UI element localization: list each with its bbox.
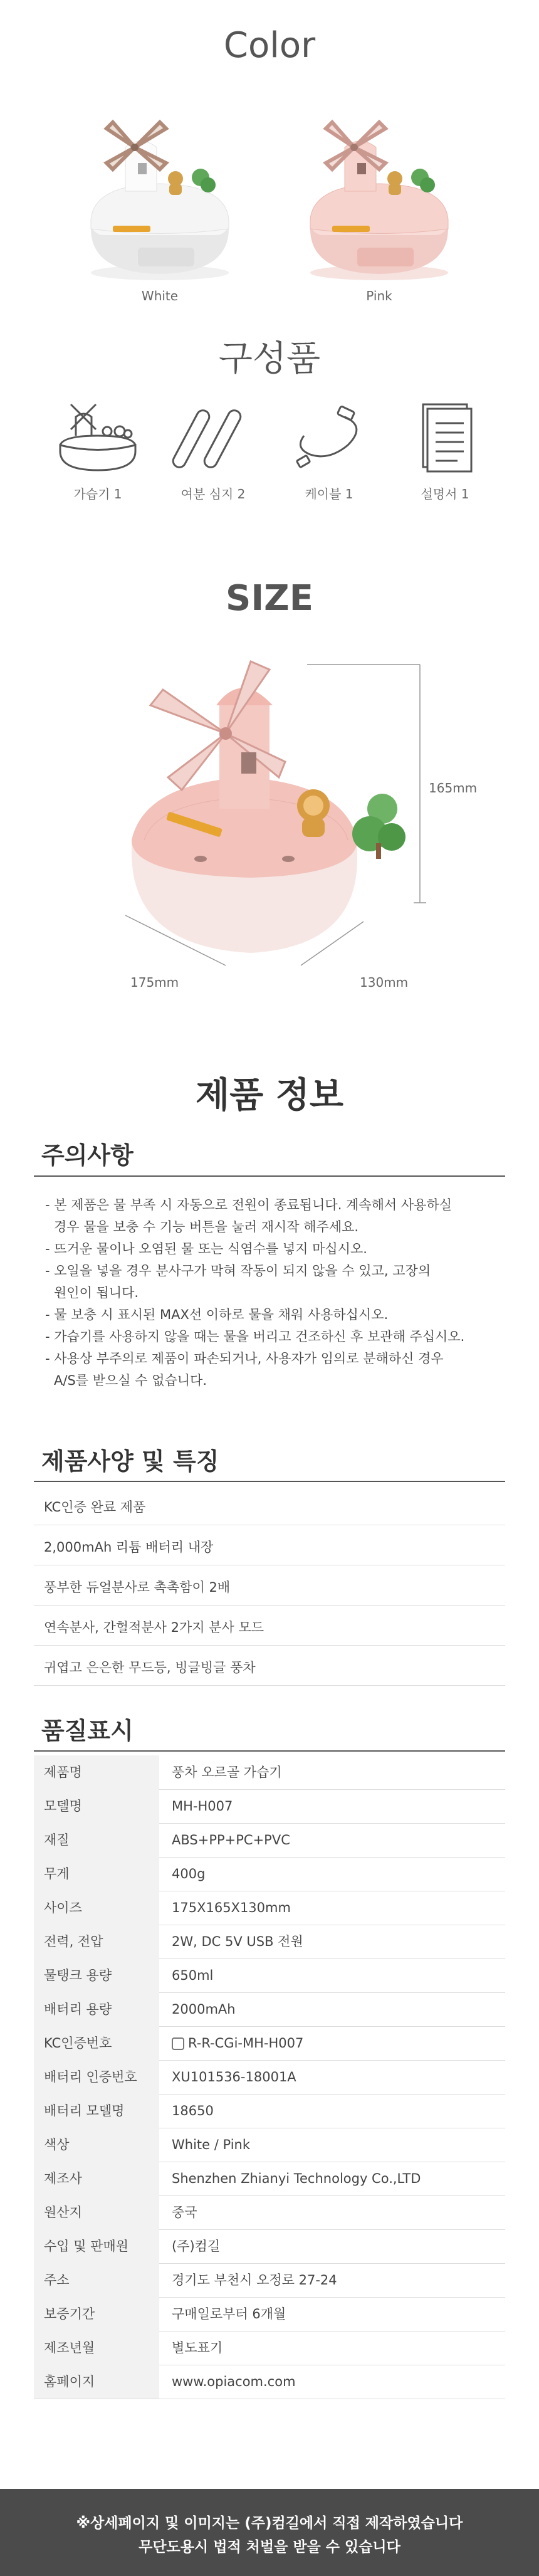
spec-value: 400g: [172, 1866, 206, 1881]
feature-row: [34, 1645, 505, 1686]
feature-text: 연속분사, 간헐적분사 2가지 분사 모드: [44, 1620, 264, 1635]
caution-line: - 물 보충 시 표시된 MAX선 이하로 물을 채워 사용하십시오.: [45, 1307, 389, 1322]
spec-key: 재질: [34, 1823, 159, 1857]
component-label-cable: 케이블 1: [305, 486, 353, 502]
spec-row: [34, 2297, 505, 2332]
component-label-humidifier: 가습기 1: [73, 486, 122, 502]
spec-row: [34, 1891, 505, 1925]
humidifier-icon: [54, 401, 142, 476]
feature-text: 2,000mAh 리튬 배터리 내장: [44, 1540, 214, 1555]
feature-row: [34, 1565, 505, 1606]
product-image-pink: [295, 103, 464, 285]
spec-value[interactable]: www.opiacom.com: [172, 2374, 296, 2389]
feature-row: [34, 1525, 505, 1565]
spec-value: White / Pink: [172, 2137, 250, 2152]
feature-text: 풍부한 듀얼분사로 촉촉함이 2배: [44, 1580, 231, 1595]
spec-value: 2000mAh: [172, 2002, 236, 2017]
spec-key: 배터리 용량: [34, 1992, 159, 2026]
caution-line: A/S를 받으실 수 없습니다.: [54, 1373, 207, 1388]
color-label-white: White: [141, 288, 179, 303]
cable-icon: [285, 401, 373, 476]
spec-key: 홈페이지: [34, 2365, 159, 2399]
spec-value: 중국: [172, 2205, 197, 2220]
spec-value: 650ml: [172, 1968, 214, 1983]
spec-key: KC인증번호: [34, 2026, 159, 2060]
footer-line-2: 무단도용시 법적 처벌을 받을 수 있습니다: [139, 2539, 400, 2555]
spec-value: 2W, DC 5V USB 전원: [172, 1934, 303, 1949]
size-section-title: SIZE: [225, 578, 314, 619]
caution-line: - 가습기를 사용하지 않을 때는 물을 버리고 건조하신 후 보관해 주십시오.: [45, 1329, 465, 1344]
spec-value: MH-H007: [172, 1799, 233, 1814]
feature-row: [34, 1605, 505, 1646]
caution-divider: [34, 1175, 505, 1177]
spec-row: [34, 2331, 505, 2365]
spec-value: 175X165X130mm: [172, 1900, 291, 1915]
product-info-title: 제품 정보: [196, 1075, 343, 1116]
size-width-label: 130mm: [360, 975, 409, 990]
spec-value: XU101536-18001A: [172, 2069, 296, 2084]
spec-key: 제품명: [34, 1755, 159, 1789]
spec-value: 구매일로부터 6개월: [172, 2306, 286, 2321]
spare-wick-icon: [169, 401, 257, 476]
spec-key: 원산지: [34, 2195, 159, 2229]
spec-key: 색상: [34, 2128, 159, 2162]
size-height-label: 165mm: [429, 781, 478, 796]
spec-key: 제조년월: [34, 2331, 159, 2365]
spec-row: [34, 2094, 505, 2128]
size-product-image: [107, 652, 458, 1003]
spec-key: 무게: [34, 1857, 159, 1891]
spec-key: 모델명: [34, 1789, 159, 1823]
components-section-title: 구성품: [218, 339, 321, 379]
spec-row: [34, 1789, 505, 1824]
spec-row: [34, 2060, 505, 2095]
spec-row: [34, 1755, 505, 1790]
component-label-manual: 설명서 1: [421, 486, 469, 502]
spec-key: 물탱크 용량: [34, 1958, 159, 1992]
spec-value: 풍차 오르골 가습기: [172, 1765, 282, 1780]
spec-value: 별도표기: [172, 2340, 223, 2355]
spec-value: [172, 2026, 303, 2060]
spec-key: 제조사: [34, 2162, 159, 2195]
spec-row: [34, 2365, 505, 2399]
feature-row: [34, 1485, 505, 1525]
caution-line: - 오일을 넣을 경우 분사구가 막혀 작동이 되지 않을 수 있고, 고장의: [45, 1263, 431, 1278]
caution-list: [45, 1194, 503, 1392]
spec-row: [34, 1992, 505, 2027]
feature-text: 귀엽고 은은한 무드등, 빙글빙글 풍차: [44, 1660, 256, 1675]
spec-key: 배터리 모델명: [34, 2094, 159, 2128]
spec-key: 전력, 전압: [34, 1925, 159, 1958]
spec-value: Shenzhen Zhianyi Technology Co.,LTD: [172, 2171, 421, 2186]
features-title: 제품사양 및 특징: [41, 1448, 219, 1475]
caution-line: 원인이 됩니다.: [54, 1285, 139, 1300]
spec-value: (주)컴길: [172, 2239, 221, 2254]
spec-key: 보증기간: [34, 2297, 159, 2331]
spec-key: 사이즈: [34, 1891, 159, 1925]
spec-key: 배터리 인증번호: [34, 2060, 159, 2094]
spec-row: [34, 2162, 505, 2196]
spec-value: 경기도 부천시 오정로 27-24: [172, 2273, 337, 2288]
spec-row: [34, 2026, 505, 2061]
spec-row: [34, 1925, 505, 1959]
manual-icon: [401, 401, 489, 476]
quality-divider: [34, 1750, 505, 1752]
spec-value: ABS+PP+PC+PVC: [172, 1832, 290, 1848]
spec-row: [34, 2128, 505, 2162]
features-divider: [34, 1481, 505, 1482]
feature-text: KC인증 완료 제품: [44, 1500, 146, 1515]
spec-row: [34, 1857, 505, 1891]
caution-line: - 사용상 부주의로 제품이 파손되거나, 사용자가 임의로 분해하신 경우: [45, 1351, 444, 1366]
spec-row: [34, 1958, 505, 1993]
kc-mark-icon: [172, 2037, 184, 2050]
spec-value: 18650: [172, 2103, 214, 2118]
caution-line: - 뜨거운 물이나 오염된 물 또는 식염수를 넣지 마십시오.: [45, 1241, 367, 1256]
footer-line-1: ※상세페이지 및 이미지는 (주)컴길에서 직접 제작하였습니다: [76, 2515, 463, 2531]
spec-row: [34, 2229, 505, 2264]
copyright-footer: [0, 2489, 539, 2576]
caution-title: 주의사항: [41, 1142, 133, 1169]
caution-line: 경우 물을 보충 수 기능 버튼을 눌러 재시작 해주세요.: [54, 1219, 359, 1234]
product-image-white: [75, 103, 244, 285]
spec-row: [34, 2195, 505, 2230]
size-depth-label: 175mm: [130, 975, 179, 990]
spec-key: 주소: [34, 2263, 159, 2297]
quality-title: 품질표시: [41, 1717, 133, 1745]
component-label-spare-wick: 여분 심지 2: [181, 486, 246, 502]
spec-row: [34, 1823, 505, 1858]
spec-key: 수입 및 판매원: [34, 2229, 159, 2263]
color-label-pink: Pink: [366, 288, 392, 303]
color-section-title: Color: [223, 25, 316, 66]
caution-line: - 본 제품은 물 부족 시 자동으로 전원이 종료됩니다. 계속해서 사용하실: [45, 1197, 453, 1212]
spec-row: [34, 2263, 505, 2298]
kc-number: R-R-CGi-MH-H007: [188, 2036, 304, 2051]
